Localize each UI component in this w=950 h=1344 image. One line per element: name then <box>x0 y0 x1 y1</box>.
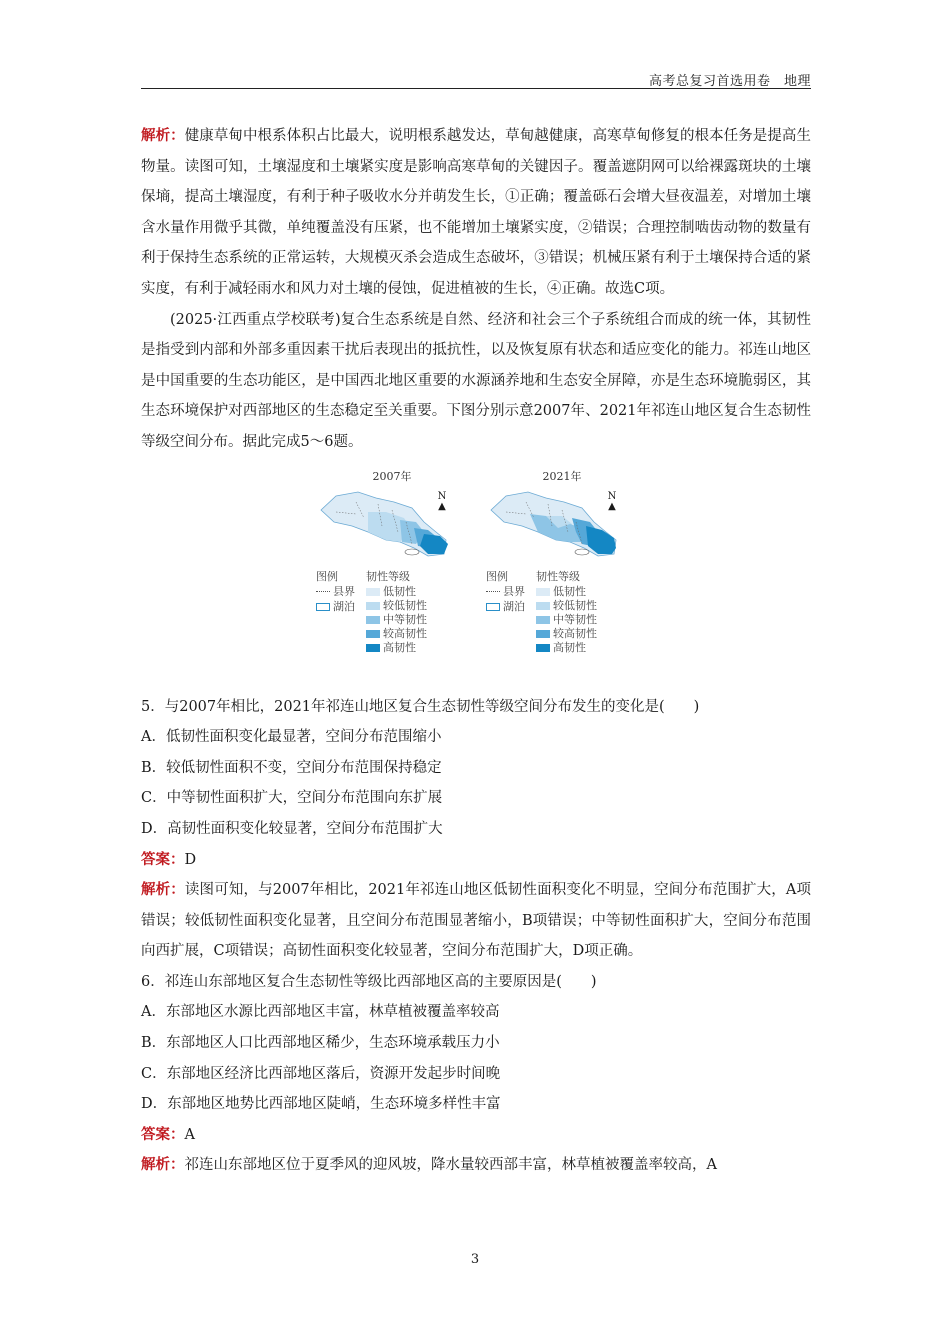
map-year-label: 2007年 <box>372 469 412 483</box>
boundary-dash-icon <box>486 591 500 592</box>
page-number: 3 <box>470 1252 480 1267</box>
question-6-option-c: C．东部地区经济比西部地区落后，资源开发起步时间晚 <box>141 1065 501 1082</box>
map-block-2021 <box>486 470 666 675</box>
analysis-label: 解析： <box>141 881 185 899</box>
question-6-analysis <box>141 1150 811 1181</box>
question-5-analysis <box>141 875 811 967</box>
legend-level-5: 高韧性 <box>366 641 416 655</box>
level-swatch <box>536 588 550 596</box>
legend-title: 图例 <box>486 569 508 583</box>
answer-label: 答案： <box>141 850 185 868</box>
level-swatch <box>366 602 380 610</box>
legend-boundary: 县界 <box>316 585 355 599</box>
level-swatch <box>366 644 380 652</box>
legend-level-title: 韧性等级 <box>536 569 580 583</box>
legend-lake: 湖泊 <box>316 600 355 614</box>
map-block-2007 <box>316 470 496 675</box>
legend-level-4: 较高韧性 <box>536 627 597 641</box>
level-swatch <box>366 630 380 638</box>
question-6-option-d: D．东部地区地势比西部地区陡峭，生态环境多样性丰富 <box>141 1096 501 1113</box>
north-arrow-icon: ▲ <box>438 500 446 512</box>
analysis-text: 读图可知，与2007年相比，2021年祁连山地区低韧性面积变化不明显，空间分布范围扩大，A项错误；较低韧性面积变化显著，且空间分布范围显著缩小，B项错误；中等韧性面积扩大，空间分布范围向西扩展，C项错误；高韧性面积变化较显著，空间分布范围扩大，D项正确。 <box>141 882 812 960</box>
question-5-option-b: B．较低韧性面积不变，空间分布范围保持稳定 <box>141 759 442 776</box>
lake-swatch-icon <box>316 603 330 611</box>
question-6-option-a: A．东部地区水源比西部地区丰富，林草植被覆盖率较高 <box>141 1004 500 1021</box>
boundary-dash-icon <box>316 591 330 592</box>
analysis-paragraph-1 <box>141 121 811 305</box>
level-swatch <box>536 644 550 652</box>
legend-level-3: 中等韧性 <box>366 613 427 627</box>
question-6-option-b: B．东部地区人口比西部地区稀少，生态环境承载压力小 <box>141 1035 500 1052</box>
header-rule <box>141 88 811 89</box>
page-content <box>141 121 811 1181</box>
north-arrow <box>606 492 618 512</box>
legend-title: 图例 <box>316 569 338 583</box>
question-5-option-a: A．低韧性面积变化最显著，空间分布范围缩小 <box>141 729 442 746</box>
lake-swatch-icon <box>486 603 500 611</box>
legend-level-4: 较高韧性 <box>366 627 427 641</box>
legend-level-2: 较低韧性 <box>536 599 597 613</box>
qilian-map-2007 <box>316 482 496 572</box>
north-arrow-icon: ▲ <box>608 500 616 512</box>
qilian-map-2021 <box>486 482 666 572</box>
question-5-stem: 5．与2007年相比，2021年祁连山地区复合生态韧性等级空间分布发生的变化是( ) <box>141 698 700 715</box>
answer-value: D <box>184 851 197 868</box>
answer-value: A <box>184 1126 195 1143</box>
question-5-option-c: C．中等韧性面积扩大，空间分布范围向东扩展 <box>141 790 443 807</box>
legend-level-3: 中等韧性 <box>536 613 597 627</box>
north-arrow <box>436 492 448 512</box>
page-header: 高考总复习首选用卷 地理 <box>648 74 811 89</box>
question-6-answer <box>141 1120 811 1151</box>
level-swatch <box>366 588 380 596</box>
level-swatch <box>536 602 550 610</box>
level-swatch <box>536 630 550 638</box>
analysis-label: 解析： <box>141 1156 185 1174</box>
question-6-stem: 6．祁连山东部地区复合生态韧性等级比西部地区高的主要原因是( ) <box>141 973 597 990</box>
passage-paragraph: (2025·江西重点学校联考)复合生态系统是自然、经济和社会三个子系统组合而成的统一体，其韧性是指受到内部和外部多重因素干扰后表现出的抵抗性，以及恢复原有状态和适应变化的能力。祁连山地区是中国重要的生态功能区，是中国西北地区重要的水源涵养地和生态安全屏障，亦是生态环境脆弱区，其生态环境保护对西部地区的生态稳定至关重要。下图分别示意2007年、2021年祁连山地区复合生态韧性等级空间分布。据此完成5～6题。 <box>141 311 811 450</box>
question-5-option-d: D．高韧性面积变化较显著，空间分布范围扩大 <box>141 820 443 837</box>
question-5-answer <box>141 845 811 876</box>
legend-lake: 湖泊 <box>486 600 525 614</box>
legend-level-1: 低韧性 <box>366 585 416 599</box>
resilience-map-figure <box>141 470 811 680</box>
north-label: N <box>607 490 617 502</box>
legend-level-title: 韧性等级 <box>366 569 410 583</box>
answer-label: 答案： <box>141 1125 185 1143</box>
level-swatch <box>536 616 550 624</box>
analysis-text-1: 健康草甸中根系体积占比最大，说明根系越发达，草甸越健康，高寒草甸修复的根本任务是提高生物量。读图可知，土壤湿度和土壤紧实度是影响高寒草甸的关键因子。覆盖遮阴网可以给裸露斑块的土壤保墒，提高土壤湿度，有利于种子吸收水分并萌发生长，①正确；覆盖砾石会增大昼夜温差，对增加土壤含水量作用微乎其微，单纯覆盖没有压紧，也不能增加土壤紧实度，②错误；合理控制啮齿动物的数量有利于保持生态系统的正常运转，大规模灭杀会造成生态破坏，③错误；机械压紧有利于土壤保持合适的紧实度，有利于减轻雨水和风力对土壤的侵蚀，促进植被的生长，④正确。故选C项。 <box>141 128 811 297</box>
legend-level-2: 较低韧性 <box>366 599 427 613</box>
level-swatch <box>366 616 380 624</box>
analysis-label: 解析： <box>141 127 185 144</box>
analysis-text: 祁连山东部地区位于夏季风的迎风坡，降水量较西部丰富，林草植被覆盖率较高，A <box>184 1157 717 1174</box>
map-year-label: 2021年 <box>542 469 582 483</box>
legend-level-5: 高韧性 <box>536 641 586 655</box>
legend-boundary: 县界 <box>486 585 525 599</box>
north-label: N <box>437 490 447 502</box>
legend-level-1: 低韧性 <box>536 585 586 599</box>
